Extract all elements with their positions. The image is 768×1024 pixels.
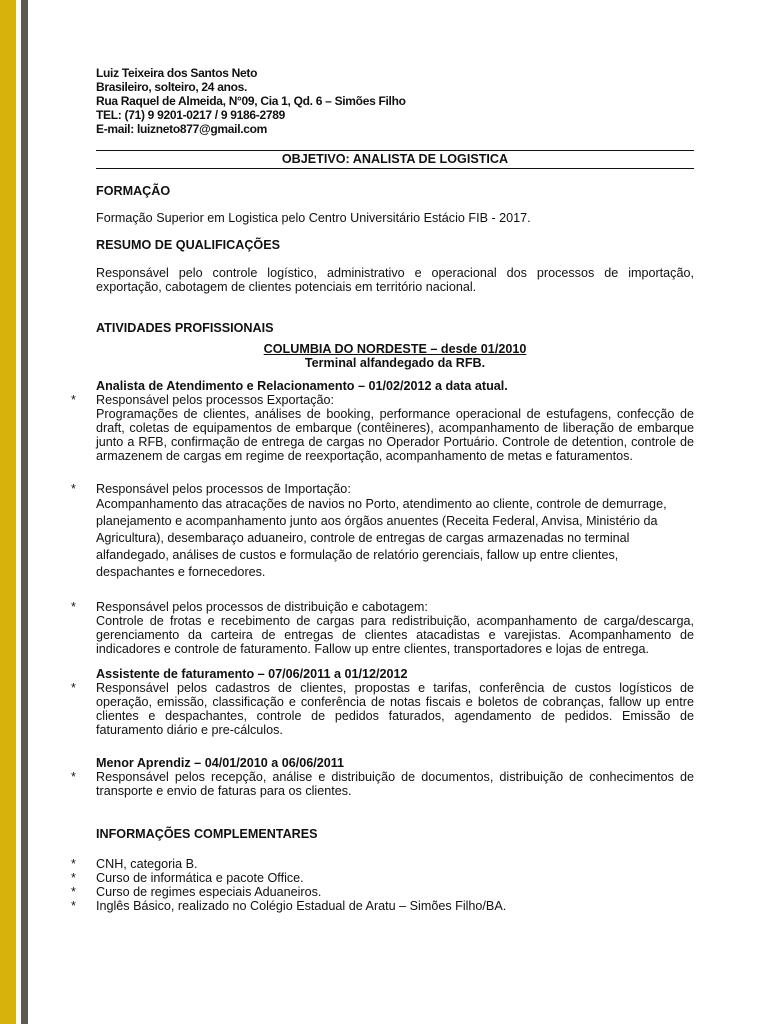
bullet-star: * [71,482,76,496]
job2-text: Responsável pelos cadastros de clientes, propostas e tarifas, conferência de custos logísticos de operação, emissão, classificação e conferência de notas fiscais e boletos de cobranças, fallow up entre clientes e despachantes, controle de pedidos faturados, agendamento de pedidos. Emissão de faturamento diário e pre-cálculos. [96,681,694,737]
bullet-star: * [71,681,76,695]
section-formacao-title: FORMAÇÃO [96,184,171,198]
bullet-star: * [71,857,76,871]
bullet-star: * [71,871,76,885]
section-atividades-title: ATIVIDADES PROFISSIONAIS [96,321,274,335]
bullet-star: * [71,770,76,784]
job1-bullet3-text: Controle de frotas e recebimento de cargas para redistribuição, acompanhamento de carga/descarga, gerenciamento da carteira de entregas de clientes atacadistas e varejistas. Acompanhamento de indicadores e controle de faturamento. Fallow up entre clientes, transportadores e lojas de entrega. [96,614,694,656]
job2-bullet [71,681,694,737]
complementar-item-aduaneiros: Curso de regimes especiais Aduaneiros. [96,885,322,899]
section-complementares-title: INFORMAÇÕES COMPLEMENTARES [96,827,318,841]
resume-page [71,66,694,913]
company-subtitle: Terminal alfandegado da RFB. [304,356,486,370]
job2-title: Assistente de faturamento – 07/06/2011 a 01/12/2012 [96,667,408,681]
candidate-email: E-mail: luizneto877@gmail.com [96,122,268,136]
left-gold-stripe [0,0,16,1024]
candidate-phone: TEL: (71) 9 9201-0217 / 9 9186-2789 [96,108,285,122]
section-resumo-title: RESUMO DE QUALIFICAÇÕES [96,238,281,252]
company-name: COLUMBIA DO NORDESTE – desde 01/2010 [263,342,527,356]
complementares-list [71,857,694,913]
objective-title: OBJETIVO: ANALISTA DE LOGISTICA [281,152,509,166]
job1-bullet-exportacao [71,393,694,463]
job1-bullet-importacao [71,482,694,581]
list-item [71,899,694,913]
job1-bullet2-text: Acompanhamento das atracações de navios no Porto, atendimento ao cliente, controle de demurrage, planejamento e acompanhamento junto aos órgãos anuentes (Receita Federal, Anvisa, Ministério da Agricultura), desembaraço aduaneiro, controle de entregas de cargas armazenadas no terminal alfandegado, análises de custos e formulação de relatório gerenciais, fallow up entre clientes, despachantes e fornecedores. [96,497,667,579]
complementar-item-informatica: Curso de informática e pacote Office. [96,871,304,885]
bullet-star: * [71,885,76,899]
list-item [71,871,694,885]
bullet-star: * [71,899,76,913]
job1-bullet-cabotagem [71,600,694,656]
job3-text: Responsável pelos recepção, análise e distribuição de documentos, distribuição de conhecimentos de transporte e envio de faturas para os clientes. [96,770,694,798]
job3-title: Menor Aprendiz – 04/01/2010 a 06/06/2011 [96,756,345,770]
left-grey-stripe [21,0,28,1024]
list-item [71,885,694,899]
list-item [71,857,694,871]
job3-bullet [71,770,694,798]
job1-bullet1-head: Responsável pelos processos Exportação: [96,393,335,407]
job1-title: Analista de Atendimento e Relacionamento – 01/02/2012 a data atual. [96,379,508,393]
formacao-text: Formação Superior em Logistica pelo Centro Universitário Estácio FIB - 2017. [96,211,531,225]
complementar-item-cnh: CNH, categoria B. [96,857,198,871]
candidate-name: Luiz Teixeira dos Santos Neto [96,66,258,80]
objective-bottom-rule [96,168,694,169]
job1-bullet1-text: Programações de clientes, análises de booking, performance operacional de estufagens, confecção de draft, coletas de equipamentos de embarque (contêineres), acompanhamento de liberação de embarque junto a RFB, confirmação de entrega de cargas no Operador Portuário. Controle de detention, controle de armazenem de cargas em regime de reexportação, acompanhamento de metas e faturamentos. [96,407,694,463]
job1-bullet3-head: Responsável pelos processos de distribuição e cabotagem: [96,600,428,614]
resumo-text: Responsável pelo controle logístico, administrativo e operacional dos processos de importação, exportação, cabotagem de clientes potenciais em território nacional. [96,266,694,294]
job1-bullet2-head: Responsável pelos processos de Importação: [96,482,351,496]
bullet-star: * [71,393,76,407]
complementar-item-ingles: Inglês Básico, realizado no Colégio Estadual de Aratu – Simões Filho/BA. [96,899,507,913]
candidate-address: Rua Raquel de Almeida, N°09, Cia 1, Qd. 6 – Simões Filho [96,94,406,108]
candidate-details: Brasileiro, solteiro, 24 anos. [96,80,248,94]
contact-header [96,66,694,136]
bullet-star: * [71,600,76,614]
